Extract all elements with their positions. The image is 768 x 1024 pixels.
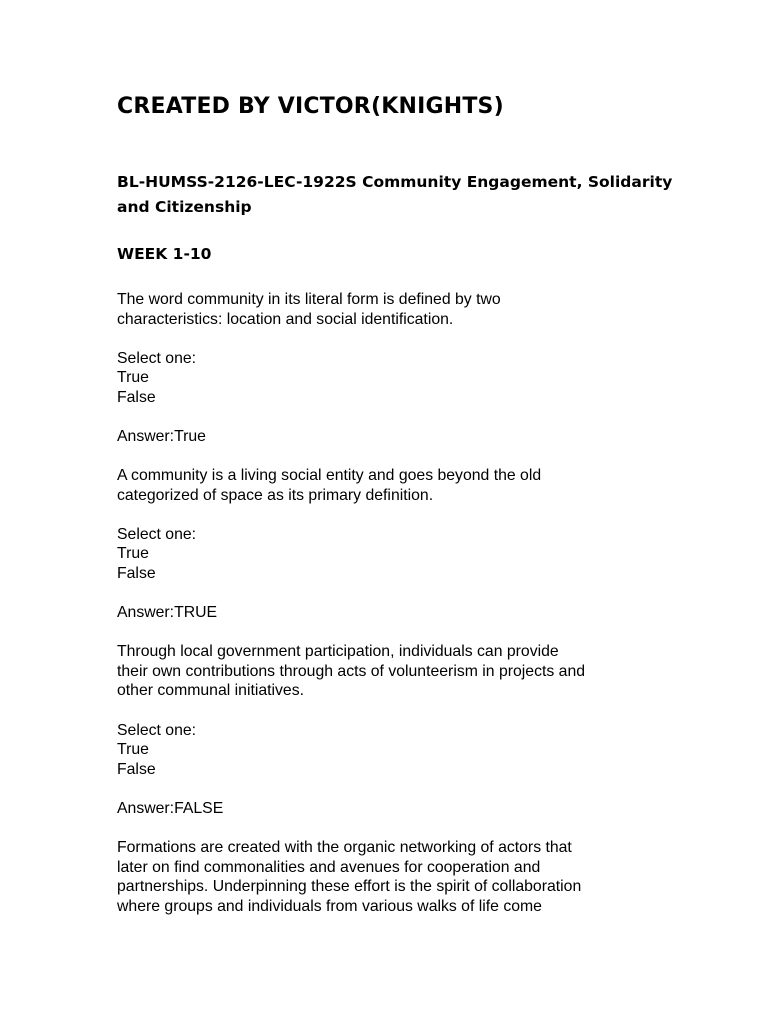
- option-true: True: [117, 369, 149, 386]
- course-title: BL-HUMSS-2126-LEC-1922S Community Engagement, Solidarity and Citizenship: [117, 173, 673, 216]
- question-text: Formations are created with the organic networking of actors that later on find commonalities and avenues for cooperation and partnerships. Underpinning these effort is the spirit of collaboration where groups and individuals from various walks of life come: [117, 839, 582, 915]
- option-false: False: [117, 565, 156, 582]
- week-heading: WEEK 1-10: [117, 245, 212, 263]
- document-title: CREATED BY VICTOR(KNIGHTS): [117, 94, 504, 119]
- answer-text: Answer:TRUE: [117, 604, 218, 621]
- option-true: True: [117, 741, 149, 758]
- select-prompt: Select one:: [117, 350, 197, 367]
- question-text: A community is a living social entity and goes beyond the old categorized of space as its primary definition.: [117, 467, 542, 504]
- option-false: False: [117, 761, 156, 778]
- select-prompt: Select one:: [117, 526, 197, 543]
- option-false: False: [117, 389, 156, 406]
- answer-text: Answer:FALSE: [117, 800, 224, 817]
- select-prompt: Select one:: [117, 722, 197, 739]
- option-true: True: [117, 545, 149, 562]
- question-text: Through local government participation, individuals can provide their own contributions through acts of volunteerism in projects and other communal initiatives.: [117, 643, 586, 700]
- question-text: The word community in its literal form is defined by two characteristics: location and social identification.: [117, 291, 501, 328]
- answer-text: Answer:True: [117, 428, 206, 445]
